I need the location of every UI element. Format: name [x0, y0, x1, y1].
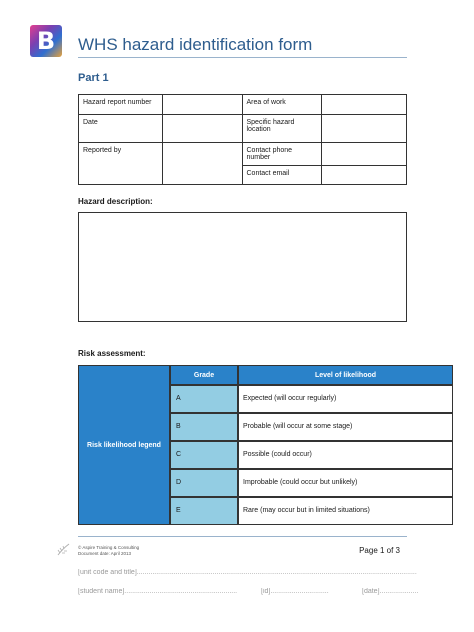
- logo-letter: B: [36, 27, 56, 55]
- footer-organisation: © Aspire Training & Consulting: [78, 545, 140, 550]
- info-label: Area of work: [242, 95, 322, 115]
- info-label: Hazard report number: [79, 95, 163, 115]
- reported-by-field[interactable]: [162, 143, 242, 185]
- table-row: [79, 115, 407, 143]
- footer-divider: [78, 536, 407, 537]
- student-name-line[interactable]: [student name]..........................................................: [78, 588, 238, 595]
- hazard-info-table: [78, 94, 407, 185]
- specific-hazard-location-field[interactable]: [322, 115, 407, 143]
- table-row: [79, 95, 407, 115]
- student-id-line[interactable]: [id]..............................: [261, 588, 329, 595]
- info-label: Contact phone number: [242, 143, 322, 166]
- grade-cell: A: [170, 385, 238, 413]
- page-number: Page 1 of 3: [359, 546, 400, 555]
- likelihood-column-header: Level of likelihood: [238, 365, 453, 385]
- grade-cell: D: [170, 469, 238, 497]
- info-label: Contact email: [242, 166, 322, 185]
- table-row: [79, 143, 407, 166]
- risk-assessment-heading: Risk assessment:: [78, 349, 146, 358]
- date-line[interactable]: [date]....................: [362, 588, 419, 595]
- part-heading: Part 1: [78, 72, 109, 84]
- unit-code-line[interactable]: [unit code and title]................................................................................................................................................: [78, 569, 417, 576]
- info-label: Specific hazard location: [242, 115, 322, 143]
- footer-document-date: Document date: April 2013: [78, 551, 132, 556]
- hazard-description-heading: Hazard description:: [78, 197, 153, 206]
- grade-column-header: Grade: [170, 365, 238, 385]
- contact-phone-field[interactable]: [322, 143, 407, 166]
- likelihood-cell: Expected (will occur regularly): [238, 385, 453, 413]
- info-label: Reported by: [79, 143, 163, 185]
- page-title: WHS hazard identification form: [78, 35, 313, 54]
- date-field[interactable]: [162, 115, 242, 143]
- grade-cell: E: [170, 497, 238, 525]
- likelihood-cell: Improbable (could occur but unlikely): [238, 469, 453, 497]
- info-label: Date: [79, 115, 163, 143]
- likelihood-cell: Probable (will occur at some stage): [238, 413, 453, 441]
- contact-email-field[interactable]: [322, 166, 407, 185]
- likelihood-cell: Possible (could occur): [238, 441, 453, 469]
- leaf-icon: [55, 542, 71, 558]
- company-logo: [30, 25, 62, 57]
- hazard-report-number-field[interactable]: [162, 95, 242, 115]
- area-of-work-field[interactable]: [322, 95, 407, 115]
- hazard-description-field[interactable]: [78, 212, 407, 322]
- likelihood-cell: Rare (may occur but in limited situations): [238, 497, 453, 525]
- title-divider: [78, 57, 407, 58]
- risk-legend-title: Risk likelihood legend: [78, 365, 170, 525]
- grade-cell: B: [170, 413, 238, 441]
- grade-cell: C: [170, 441, 238, 469]
